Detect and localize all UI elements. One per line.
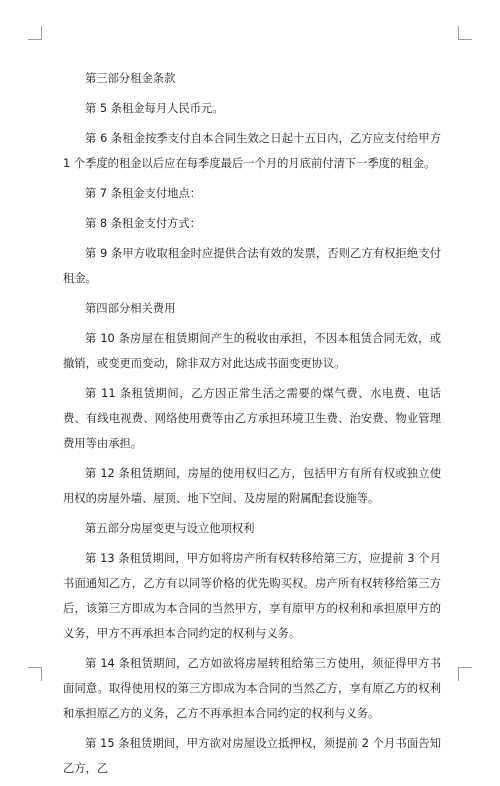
clause-15: 第 15 条租赁期间，甲方欲对房屋设立抵押权，须提前 2 个月书面告知乙方，乙 (63, 737, 441, 775)
crop-mark-top-right-v (458, 26, 459, 40)
document-body (63, 66, 441, 786)
section-heading-house-changes: 第五部分房屋变更与设立他项权利 (85, 522, 255, 535)
crop-mark-bottom-right-h (458, 667, 472, 668)
crop-mark-top-left-v (41, 26, 42, 40)
crop-mark-top-left-h (28, 39, 42, 40)
crop-mark-bottom-left-h (28, 667, 42, 668)
crop-mark-bottom-left-v (41, 667, 42, 681)
clause-10: 第 10 条房屋在租赁期间产生的税收由承担，不因本租赁合同无效，或撤销，或变更而变动，除非双方对此达成书面变更协议。 (63, 332, 441, 370)
clause-6: 第 6 条租金按季支付自本合同生效之日起十五日内，乙方应支付给甲方 1 个季度的租金以后应在每季度最后一个月的月底前付清下一季度的租金。 (63, 132, 441, 170)
clause-5: 第 5 条租金每月人民币元。 (85, 102, 224, 115)
clause-9: 第 9 条甲方收取租金时应提供合法有效的发票，否则乙方有权拒绝支付租金。 (63, 247, 441, 285)
clause-13: 第 13 条租赁期间，甲方如将房产所有权转移给第三方，应提前 3 个月书面通知乙方，乙方有以同等价格的优先购买权。房产所有权转移给第三方后，该第三方即成为本合同的当然甲方，享有原甲方的权利和承担原甲方的义务，甲方不再承担本合同约定的权利与义务。 (63, 552, 441, 640)
section-heading-rent-terms: 第三部分租金条款 (85, 72, 176, 85)
clause-12: 第 12 条租赁期间，房屋的使用权归乙方，包括甲方有所有权或独立使用权的房屋外墙、屋顶、地下空间、及房屋的附属配套设施等。 (63, 467, 441, 505)
clause-7: 第 7 条租金支付地点： (85, 187, 202, 200)
crop-mark-bottom-right-v (458, 667, 459, 681)
clause-14: 第 14 条租赁期间，乙方如欲将房屋转租给第三方使用，须征得甲方书面同意。取得使用权的第三方即成为本合同的当然乙方，享有原乙方的权利和承担原乙方的义务，乙方不再承担本合同约定的权利与义务。 (63, 657, 441, 720)
crop-mark-top-right-h (458, 39, 472, 40)
clause-8: 第 8 条租金支付方式： (85, 217, 202, 230)
clause-11: 第 11 条租赁期间，乙方因正常生活之需要的煤气费、水电费、电话费、有线电视费、网络使用费等由乙方承担环境卫生费、治安费、物业管理费用等由承担。 (63, 387, 441, 450)
section-heading-related-fees: 第四部分相关费用 (85, 302, 176, 315)
